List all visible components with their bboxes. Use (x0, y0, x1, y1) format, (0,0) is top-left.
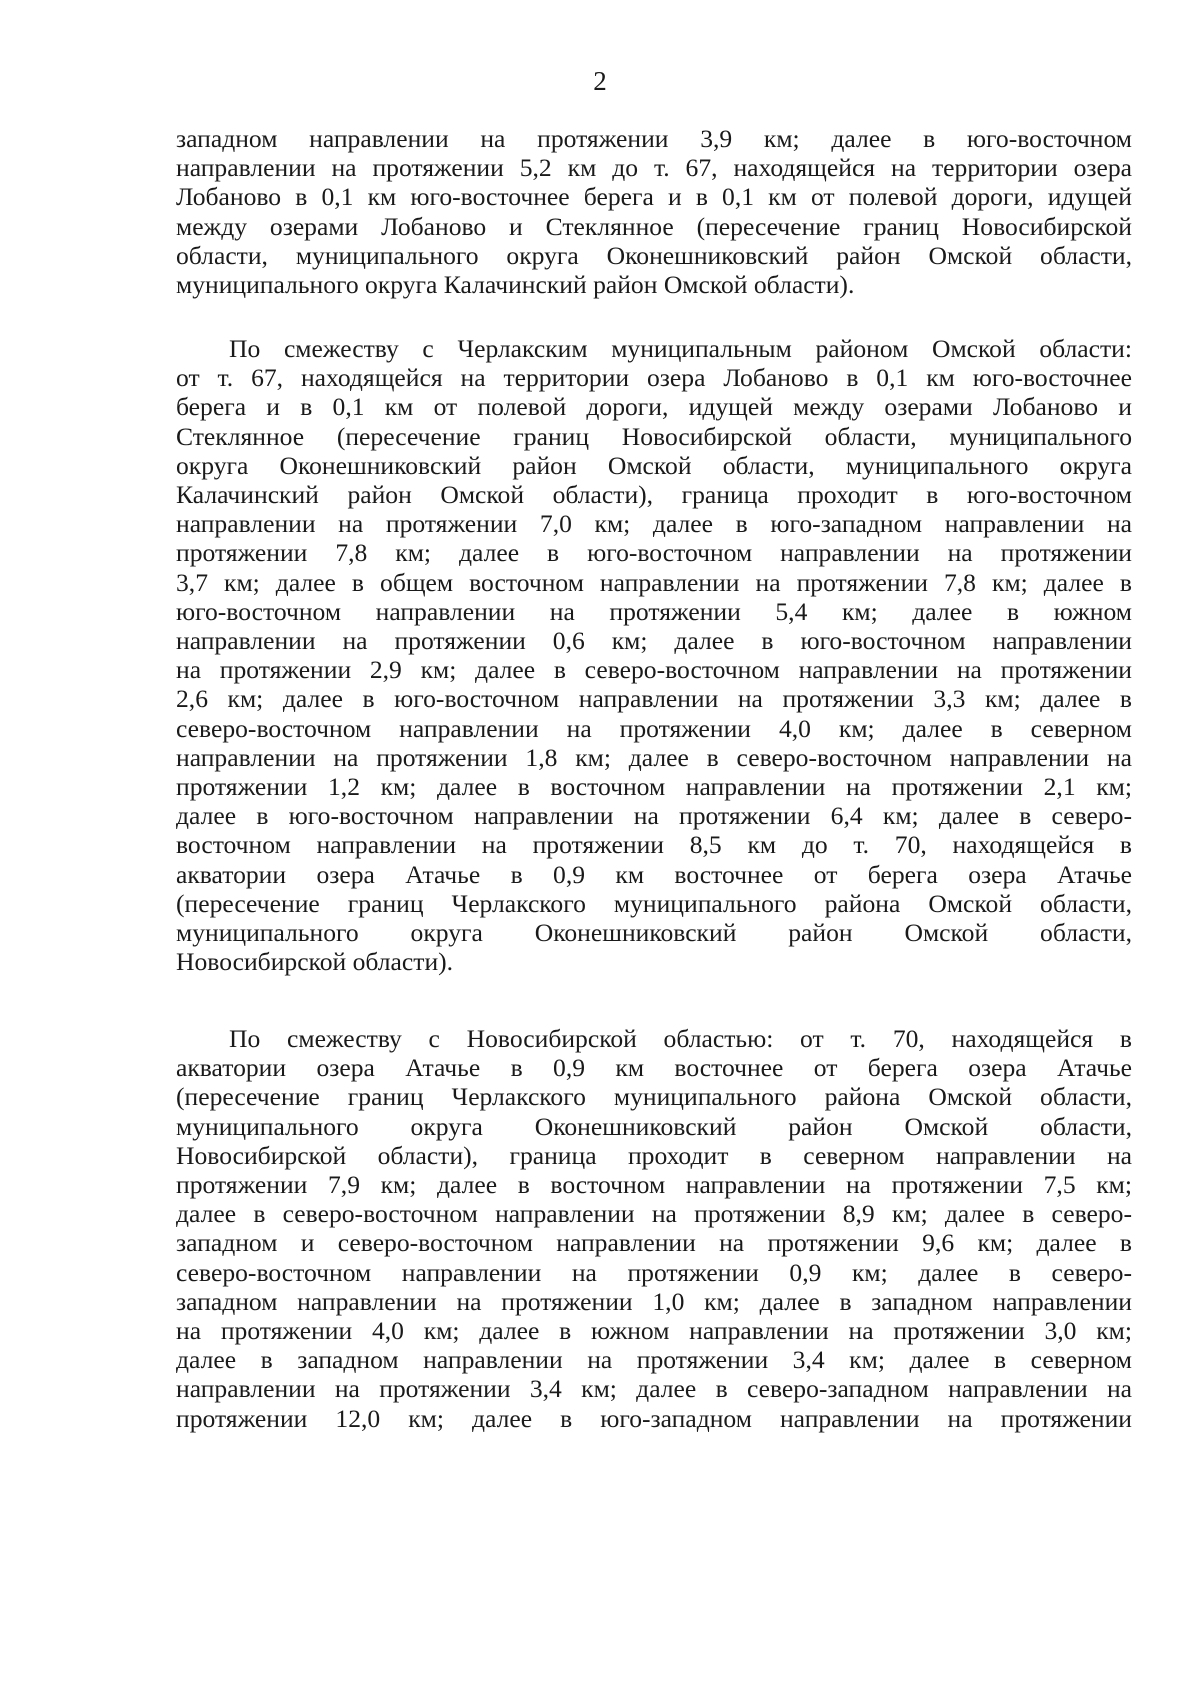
text-line: далее в западном направлении на протяжении 3,4 км; далее в северном (176, 1345, 1132, 1375)
text-line: направлении на протяжении 0,6 км; далее в юго-восточном направлении (176, 626, 1132, 656)
text-line: юго-восточном направлении на протяжении 5,4 км; далее в южном (176, 596, 1132, 626)
text-line: муниципального округа Оконешниковский район Омской области, (176, 918, 1132, 948)
text-line: направлении на протяжении 1,8 км; далее в северо-восточном направлении на (176, 742, 1132, 772)
text-line: области, муниципального округа Оконешниковский район Омской области, (176, 240, 1132, 270)
text-line: между озерами Лобаново и Стеклянное (пересечение границ Новосибирской (176, 211, 1132, 241)
text-line: западном и северо-восточном направлении на протяжении 9,6 км; далее в (176, 1228, 1132, 1258)
text-line: далее в юго-восточном направлении на протяжении 6,4 км; далее в северо- (176, 801, 1132, 831)
text-line: 2,6 км; далее в юго-восточном направлении на протяжении 3,3 км; далее в (176, 684, 1132, 714)
text-line: акватории озера Атачье в 0,9 км восточнее от берега озера Атачье (176, 1053, 1132, 1083)
text-line: Новосибирской области). (176, 947, 454, 977)
text-line: протяжении 12,0 км; далее в юго-западном направлении на протяжении (176, 1403, 1132, 1433)
paragraph-1 (176, 124, 1132, 299)
text-line: 3,7 км; далее в общем восточном направлении на протяжении 7,8 км; далее в (176, 567, 1132, 597)
text-line: западном направлении на протяжении 3,9 км; далее в юго-восточном (176, 124, 1132, 153)
text-line: северо-восточном направлении на протяжении 4,0 км; далее в северном (176, 713, 1132, 743)
text-line: направлении на протяжении 7,0 км; далее в юго-западном направлении на (176, 509, 1132, 539)
paragraph-3 (176, 1024, 1132, 1433)
text-line: (пересечение границ Черлакского муниципального района Омской области, (176, 888, 1132, 918)
text-line: Лобаново в 0,1 км юго-восточнее берега и в 0,1 км от полевой дороги, идущей (176, 182, 1132, 212)
text-line: протяжении 1,2 км; далее в восточном направлении на протяжении 2,1 км; (176, 772, 1132, 802)
page-number: 2 (593, 66, 607, 96)
text-line: от т. 67, находящейся на территории озера Лобаново в 0,1 км юго-восточнее (176, 363, 1132, 393)
text-line: муниципального округа Оконешниковский район Омской области, (176, 1111, 1132, 1141)
text-line: По смежеству с Черлакским муниципальным районом Омской области: (229, 334, 1132, 363)
text-line: направлении на протяжении 5,2 км до т. 67, находящейся на территории озера (176, 153, 1132, 183)
text-line: берега и в 0,1 км от полевой дороги, идущей между озерами Лобаново и (176, 392, 1132, 422)
paragraph-2 (176, 334, 1132, 976)
text-line: протяжении 7,9 км; далее в восточном направлении на протяжении 7,5 км; (176, 1170, 1132, 1200)
text-line: По смежеству с Новосибирской областью: от т. 70, находящейся в (229, 1024, 1132, 1053)
text-line: Калачинский район Омской области), граница проходит в юго-восточном (176, 480, 1132, 510)
text-line: далее в северо-восточном направлении на протяжении 8,9 км; далее в северо- (176, 1199, 1132, 1229)
text-line: восточном направлении на протяжении 8,5 км до т. 70, находящейся в (176, 830, 1132, 860)
text-line: муниципального округа Калачинский район Омской области). (176, 270, 855, 300)
text-line: (пересечение границ Черлакского муниципального района Омской области, (176, 1082, 1132, 1112)
text-line: округа Оконешниковский район Омской области, муниципального округа (176, 450, 1132, 480)
text-line: Стеклянное (пересечение границ Новосибирской области, муниципального (176, 421, 1132, 451)
text-line: на протяжении 4,0 км; далее в южном направлении на протяжении 3,0 км; (176, 1316, 1132, 1346)
text-line: Новосибирской области), граница проходит в северном направлении на (176, 1140, 1132, 1170)
text-line: направлении на протяжении 3,4 км; далее в северо-западном направлении на (176, 1374, 1132, 1404)
text-line: северо-восточном направлении на протяжении 0,9 км; далее в северо- (176, 1257, 1132, 1287)
text-line: акватории озера Атачье в 0,9 км восточнее от берега озера Атачье (176, 859, 1132, 889)
text-line: протяжении 7,8 км; далее в юго-восточном направлении на протяжении (176, 538, 1132, 568)
text-line: на протяжении 2,9 км; далее в северо-восточном направлении на протяжении (176, 655, 1132, 685)
text-line: западном направлении на протяжении 1,0 км; далее в западном направлении (176, 1286, 1132, 1316)
